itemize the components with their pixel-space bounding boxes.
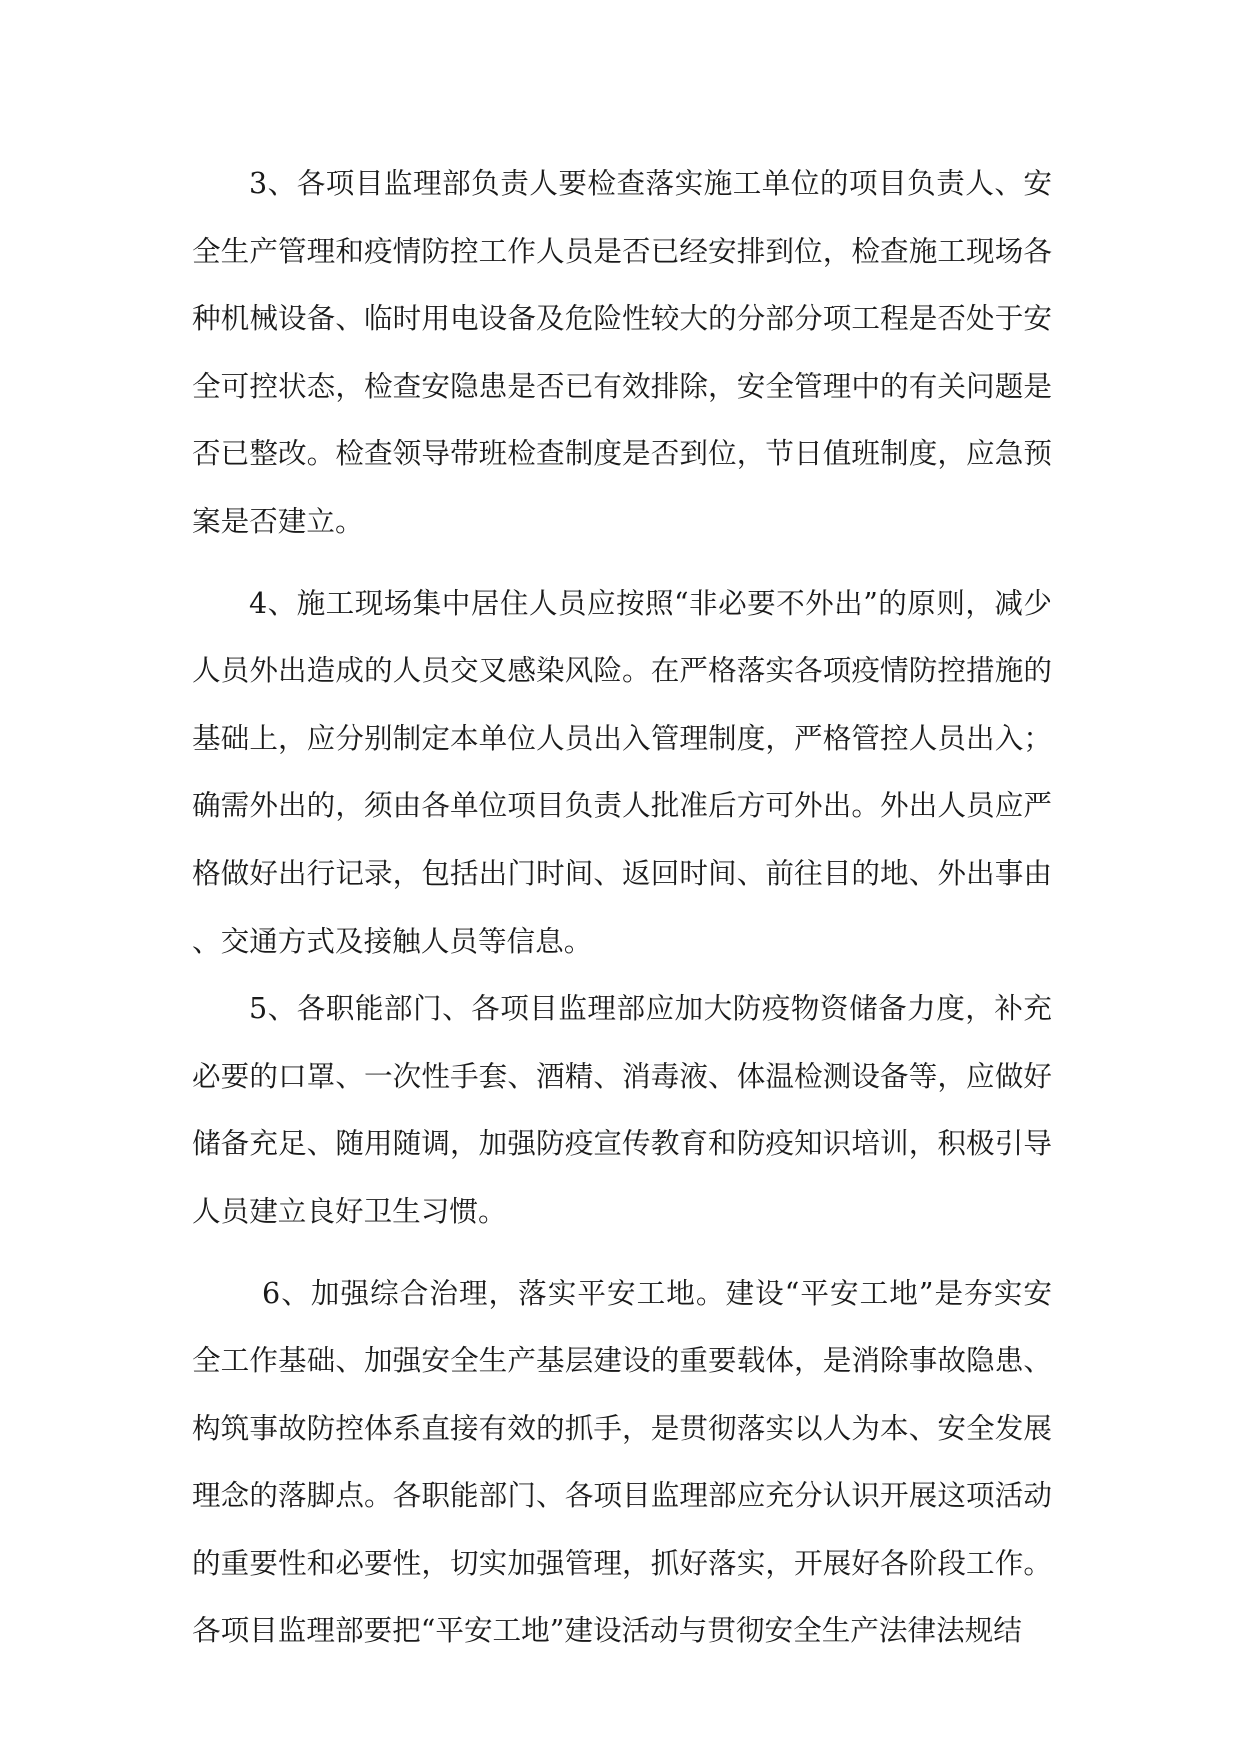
document-body [192, 150, 1052, 1665]
paragraph-item-6: 6、加强综合治理，落实平安工地。建设“平安工地”是夯实安全工作基础、加强安全生产基层建设的重要载体，是消除事故隐患、构筑事故防控体系直接有效的抓手，是贯彻落实以人为本、安全发展理念的落脚点。各职能部门、各项目监理部应充分认识开展这项活动的重要性和必要性，切实加强管理，抓好落实，开展好各阶段工作。各项目监理部要把“平安工地”建设活动与贯彻安全生产法律法规结 [192, 1275, 1052, 1648]
paragraph-item-3: 3、各项目监理部负责人要检查落实施工单位的项目负责人、安全生产管理和疫情防控工作人员是否已经安排到位，检查施工现场各种机械设备、临时用电设备及危险性较大的分部分项工程是否处于安全可控状态，检查安隐患是否已有效排除，安全管理中的有关问题是否已整改。检查领导带班检查制度是否到位，节日值班制度，应急预案是否建立。 [192, 166, 1052, 538]
paragraph-item-4: 4、施工现场集中居住人员应按照“非必要不外出”的原则，减少人员外出造成的人员交叉感染风险。在严格落实各项疫情防控措施的基础上，应分别制定本单位人员出入管理制度，严格管控人员出入；确需外出的，须由各单位项目负责人批准后方可外出。外出人员应严格做好出行记录，包括出门时间、返回时间、前往目的地、外出事由、交通方式及接触人员等信息。 [192, 585, 1052, 958]
paragraph-item-5: 5、各职能部门、各项目监理部应加大防疫物资储备力度，补充必要的口罩、一次性手套、酒精、消毒液、体温检测设备等，应做好储备充足、随用随调，加强防疫宣传教育和防疫知识培训，积极引导人员建立良好卫生习惯。 [192, 991, 1052, 1228]
